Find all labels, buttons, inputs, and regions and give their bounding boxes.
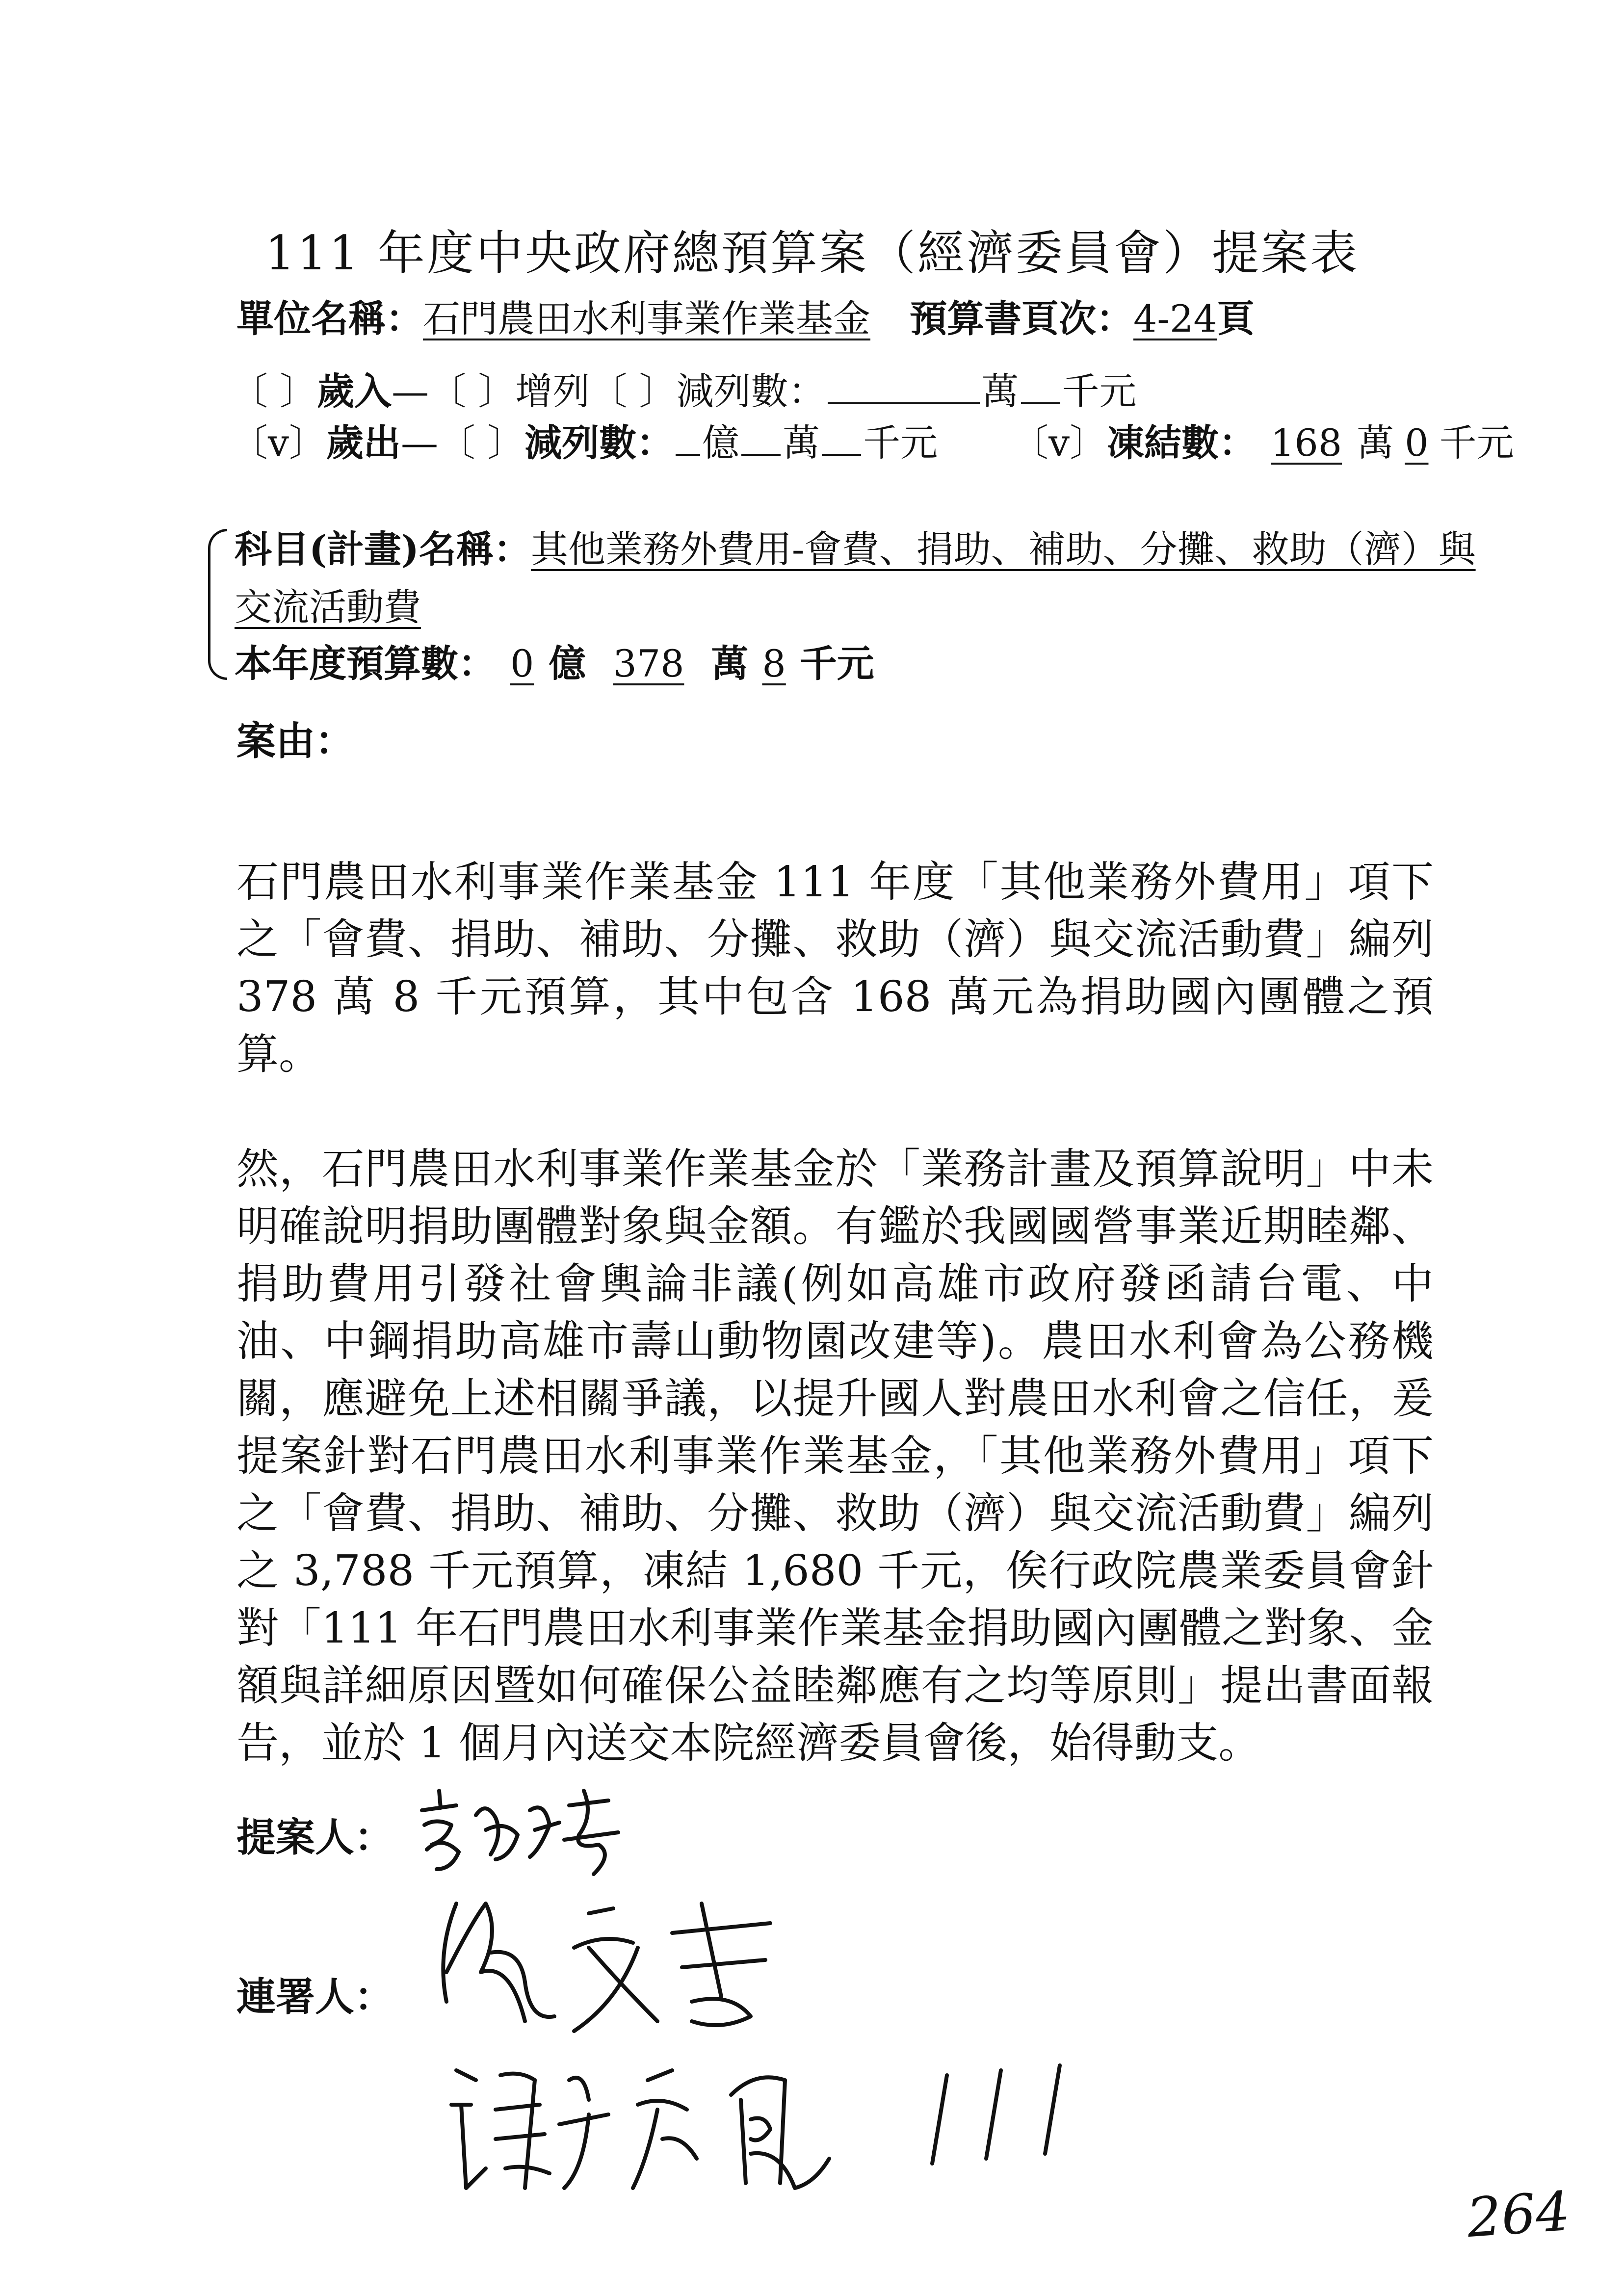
- unit-value: 石門農田水利事業作業基金: [423, 297, 870, 340]
- subject-value-1: 其他業務外費用-會費、捐助、補助、分攤、救助（濟）與: [530, 527, 1476, 571]
- revenue-unit-qian: 千元: [1062, 369, 1137, 413]
- budget-line: [235, 642, 874, 685]
- cosigner-label: 連署人：: [236, 1974, 393, 2020]
- budget-qian-value: 8: [762, 642, 786, 685]
- expense-label: 歲出: [326, 421, 401, 465]
- revenue-wan-blank: [828, 368, 980, 404]
- expense-checkbox: 〔v〕: [231, 421, 326, 465]
- budget-yi-value: 0: [510, 642, 534, 685]
- cut-qian-blank: [822, 419, 861, 456]
- cut-yi-blank: [676, 419, 700, 456]
- revenue-line: [231, 368, 1137, 413]
- expense-dash: —〔 〕: [400, 421, 525, 465]
- unit-line: [236, 297, 1255, 340]
- cosigner-signature-1: [427, 1874, 868, 2051]
- cosigner-signature-2: [442, 2041, 1128, 2218]
- subject-line-2: [235, 585, 421, 629]
- cut-label: 減列數：: [524, 421, 674, 465]
- cut-unit-yi: 億: [702, 421, 740, 465]
- freeze-unit-qian: 千元: [1439, 421, 1514, 465]
- page-ref-value: 4-24: [1133, 297, 1217, 340]
- freeze-checkbox: 〔v〕: [1011, 421, 1107, 465]
- page-ref-label: 預算書頁次：: [910, 297, 1133, 340]
- subject-bracket: [208, 529, 227, 680]
- budget-unit-yi: 億: [549, 642, 586, 685]
- reason-paragraph-1: 石門農田水利事業作業基金 111 年度「其他業務外費用」項下之「會費、捐助、補助、分攤、救助（濟）與交流活動費」編列 378 萬 8 千元預算，其中包含 168 萬元為捐助國內團體之預算。: [236, 858, 1434, 1079]
- unit-label: 單位名稱：: [236, 297, 423, 340]
- revenue-checkbox: 〔 〕: [231, 369, 317, 413]
- revenue-options: —〔 〕增列〔 〕減列數：: [392, 369, 826, 413]
- revenue-label: 歲入: [317, 369, 392, 413]
- freeze-unit-wan: 萬: [1357, 421, 1394, 465]
- freeze-wan-value: 168: [1271, 421, 1342, 465]
- budget-wan-value: 378: [613, 642, 684, 685]
- reason-label: 案由：: [236, 718, 354, 764]
- cut-wan-blank: [741, 419, 781, 456]
- revenue-unit-wan: 萬: [981, 369, 1019, 413]
- proposer-label: 提案人：: [236, 1814, 393, 1860]
- reason-paragraph-2: 然，石門農田水利事業作業基金於「業務計畫及預算說明」中未明確說明捐助團體對象與金額。有鑑於我國國營事業近期睦鄰、捐助費用引發社會輿論非議(例如高雄市政府發函請台電、中油、中鋼捐助高雄市壽山動物園改建等)。農田水利會為公務機關，應避免上述相關爭議，以提升國人對農田水利會之信任，爰提案針對石門農田水利事業作業基金，「其他業務外費用」項下之「會費、捐助、補助、分攤、救助（濟）與交流活動費」編列之 3,788 千元預算，凍結 1,680 千元，俟行政院農業委員會針對「111 年石門農田水利事業作業基金捐助國內團體之對象、金額與詳細原因暨如何確保公益睦鄰應有之均等原則」提出書面報告，並於 1 個月內送交本院經濟委員會後，始得動支。: [236, 1145, 1434, 1768]
- page-ref-suffix: 頁: [1217, 297, 1255, 340]
- document-title: 111 年度中央政府總預算案（經濟委員會）提案表: [265, 226, 1359, 281]
- subject-value-2: 交流活動費: [235, 585, 421, 629]
- budget-unit-wan: 萬: [711, 642, 749, 685]
- page-number: 264: [1465, 2179, 1572, 2250]
- cut-unit-qian: 千元: [863, 421, 938, 465]
- budget-label: 本年度預算數：: [235, 642, 496, 685]
- proposer-signature: [412, 1771, 628, 1889]
- cut-unit-wan: 萬: [783, 421, 820, 465]
- subject-line-1: [235, 527, 1476, 571]
- expense-line: [231, 419, 1514, 465]
- freeze-qian-value: 0: [1405, 421, 1429, 465]
- freeze-label: 凍結數：: [1107, 421, 1257, 465]
- revenue-qian-blank: [1021, 368, 1060, 404]
- subject-label: 科目(計畫)名稱：: [235, 527, 531, 571]
- budget-unit-qian: 千元: [799, 642, 874, 685]
